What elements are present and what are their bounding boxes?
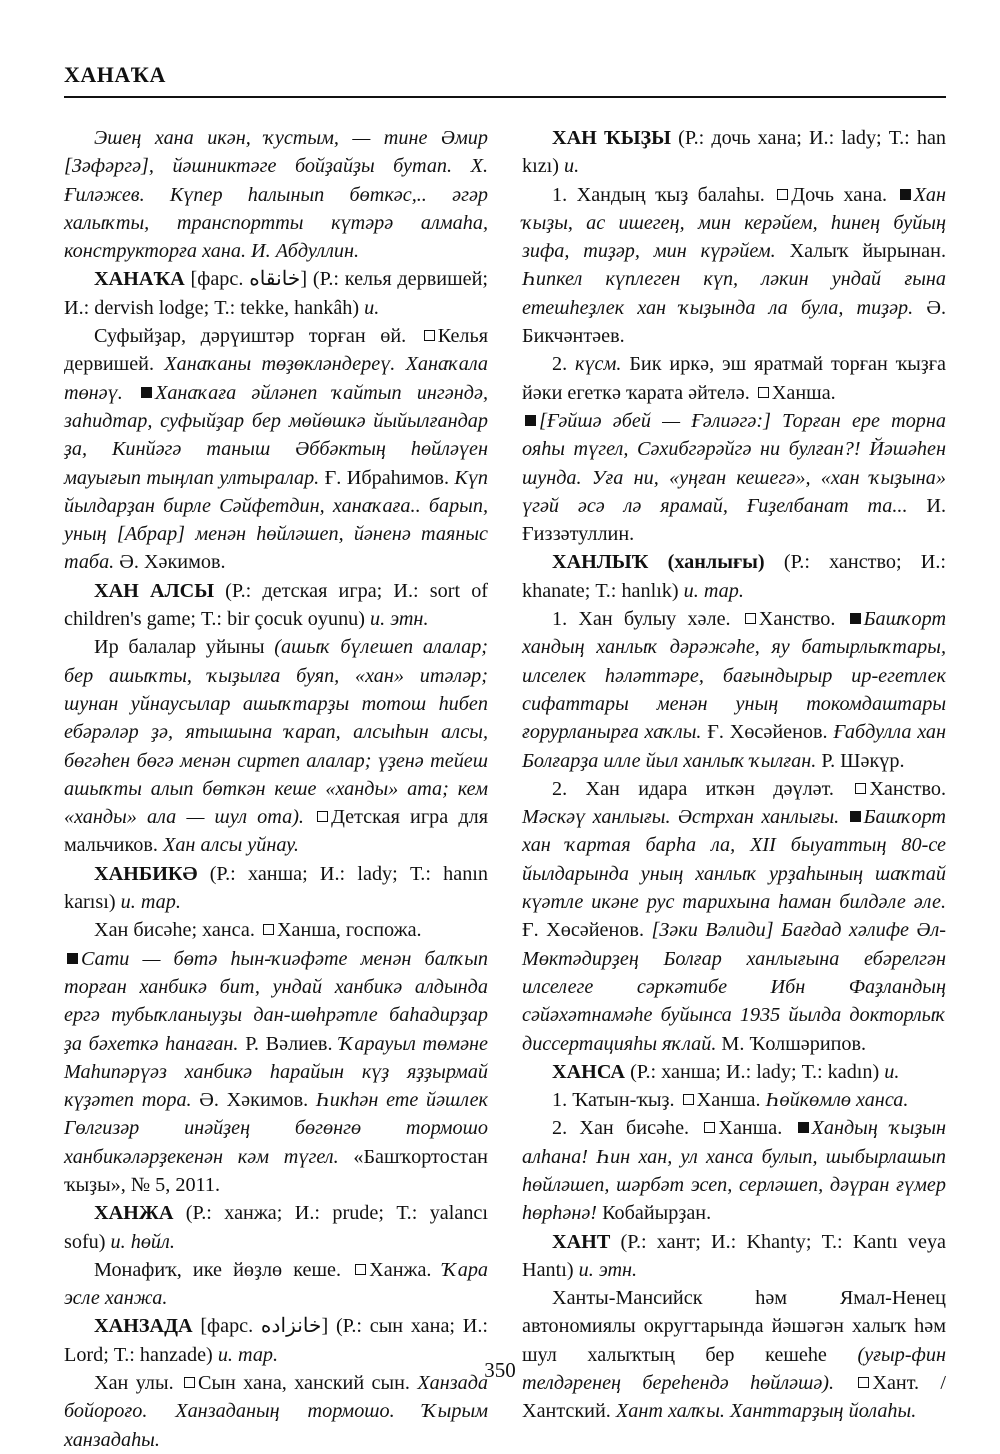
- headword: ХАН ҠЫҘЫ: [552, 127, 672, 149]
- sense-1: 1. Ҡатын-ҡыҙ. Ханша. Һөйкөмлө ханса.: [552, 1089, 909, 1112]
- translation-marker-icon: [745, 613, 756, 624]
- translation-marker-icon: [758, 387, 769, 398]
- example-marker-icon: [850, 811, 861, 822]
- headword: ХАНАҠА: [94, 268, 185, 291]
- translation-marker-icon: [683, 1094, 694, 1105]
- etymology: (Р.: ханша; И.: lady; Т.: hanın karısı): [64, 862, 489, 914]
- example-text: Эшең хана икән, ҡустым, — тине Әмир [Зәфәргә], йәшниктәге бойҙайҙы бутап. Х. Ғиләжев. Күпер һалынып бөткәс,.. әгәр халыҡты, транспортты күтәрә алмаһа, конструкторға хана. И. Абдуллин.: [64, 127, 488, 263]
- headword: ХАНТ: [552, 1230, 611, 1253]
- part-of-speech: и.: [884, 1060, 900, 1083]
- part-of-speech: и. тар.: [120, 891, 181, 914]
- etymology: (Р.: дочь хана; И.: lady; Т.: han kızı): [522, 127, 947, 178]
- part-of-speech: и.: [364, 296, 380, 319]
- sense-1: 1. Хан булыу хәле. Ханство. Башҡорт хандың ханлыҡ дәрәжәһе, яу батырлыҡтары, илселек һәләттәре, бағындырыр ир-егетлек сифаттары менән уның токомдаштары ғорурланырға хаҡлы. Ғ. Хөсәйенов. Ғабдулла хан Болғарҙа илле йыл ханлыҡ ҡылған. Р. Шәкүр.: [522, 608, 947, 772]
- definition: Хан улы. Сын хана, ханский сын. Ханзада бойороғо. Ханзаданың тормошо. Ҡырым ханзадаһы.: [64, 1372, 489, 1451]
- entry-khanlyk: [522, 548, 946, 605]
- etymology: [фарс. خانزاده] (Р.: сын хана; И.: Lord; Т.: hanzade): [64, 1315, 488, 1366]
- part-of-speech: и. этн.: [578, 1258, 638, 1281]
- entry-khanzha: [64, 1199, 488, 1256]
- entry-khansa: [522, 1058, 946, 1086]
- etymology: [фарс. خانقاه] (Р.: келья дервишей; И.: dervish lodge; Т.: tekke, hankâh): [64, 268, 488, 319]
- running-head: ХАНАҠА: [64, 62, 166, 87]
- entry-khan-alsy: [64, 577, 488, 634]
- example-marker-icon: [141, 387, 152, 398]
- etymology: (Р.: ханша; И.: lady; Т.: kadın): [630, 1060, 880, 1083]
- headword: ХАНСА: [552, 1060, 626, 1083]
- right-column: [522, 124, 946, 1426]
- entry-khanaka: [64, 265, 488, 322]
- part-of-speech: и. этн.: [370, 608, 429, 631]
- etymology: (Р.: детская игра; И.: sort of children's game; Т.: bir çocuk oyunu): [64, 579, 489, 631]
- translation-marker-icon: [855, 783, 866, 794]
- sense-2: 2. Хан идара иткән дәүләт. Ханство. Мәскәү ханлығы. Әстрхан ханлығы. Башҡорт хан ҡартая барһа ла, XII быуаттың 80-се йылдарында уның ханлыҡ урҙаһының шаҡтай күәтле икәне рус тарихына һаман билдәле әле. Ғ. Хөсәйенов. [Зәки Вәлиди] Бағдад хәлифе Әл-Мөктәдирҙең Болғар ханлығына ебәрелгән илселеге сәркәтибе Ибн Фаҙландың сәйәхәтнамәһе буйынса 1935 йылда докторлыҡ диссертацияһы яҡлай. М. Ҡолшәрипов.: [522, 777, 947, 1055]
- definition: Хан бисәһе; ханса. Ханша, госпожа.: [94, 919, 422, 942]
- definition: Ир балалар уйыны (ашыҡ бүлешеп алалар; бер ашыҡты, ҡыҙылға буяп, «хан» итәләр; шунан уйнаусылар ашыҡтарҙы тотош һибеп ебәрәләр ҙә, ятышына ҡарап, алсыһын алсы, бөгәһен бөгә менән сиртеп алалар; үҙенә тейеш ашыҡты алып бөткән кеше «ханды» ата; кем «ханды» ала — шул ота). Детская игра для мальчиков. Хан алсы уйнау.: [64, 636, 489, 857]
- example-marker-icon: [67, 953, 78, 964]
- example-marker-icon: [525, 415, 536, 426]
- headword: ХАНЖА: [94, 1202, 174, 1225]
- entry-khanbike: [64, 860, 488, 917]
- translation-marker-icon: [317, 811, 328, 822]
- example-marker-icon: [798, 1122, 809, 1133]
- example-marker-icon: [900, 189, 911, 200]
- translation-marker-icon: [355, 1264, 366, 1275]
- left-column: [64, 124, 488, 1454]
- headword: ХАНБИКӘ: [94, 862, 198, 885]
- sense-2: 2. Хан бисәһе. Ханша. Хандың ҡыҙын алһана! Һин хан, ул ханса булып, шыбырлашып һөйләшеп, шәрбәт эсеп, серләшеп, дәүран ғүмер һөрһәнә! Кобайырҙан.: [522, 1117, 947, 1225]
- headword: ХАНЗАДА: [94, 1315, 193, 1338]
- etymology: (Р.: ханство; И.: khanate; Т.: hanlık): [522, 551, 946, 602]
- examples: Сати — бөтә һын-ҡиәфәте менән балҡып торған ханбикә бит, ундай ханбикә алдында ергә тубыҡланыуҙы дан-шөһрәтле баһадирҙар ҙа бәхеткә һанаған. Р. Вәлиев. Ҡарауыл төмәне Маһипәрүәз ханбикә һарайын күҙ яҙҙырмай күҙәтеп тора. Ә. Хәкимов. Һикһән ете йәшлек Гөлгизәр инәйҙең бөгөнгө тормошо ханбикәләрҙекенән кәм түгел. «Башҡортостан ҡыҙы», № 5, 2011.: [64, 947, 489, 1196]
- part-of-speech: и. тар.: [217, 1343, 279, 1366]
- examples: [Ғәйшә әбей — Ғәлиәгә:] Торған ере торна ояһы түгел, Сәхибгәрәйгә ни булған?! Йәшәһен шунда. Уға ни, «уңған кешегә», «хан ҡыҙына» үгәй әсә лә ярамай, Ғиҙелбанат та... И. Ғиззәтуллин.: [522, 409, 946, 546]
- etymology: (Р.: хант; И.: Khanty; Т.: Kantı veya Hantı): [522, 1230, 946, 1281]
- page-number: 350: [484, 1358, 516, 1382]
- part-of-speech: и. тар.: [683, 579, 744, 602]
- translation-marker-icon: [263, 924, 274, 935]
- translation-marker-icon: [424, 330, 435, 341]
- sense-2: 2. күсм. Бик иркә, эш яратмай торған ҡыҙға йәки егеткә ҡарата әйтелә. Ханша.: [522, 353, 946, 404]
- definition: Монафиҡ, ике йөҙлө кеше. Ханжа. Ҡара эсле ханжа.: [64, 1258, 489, 1310]
- translation-marker-icon: [777, 189, 788, 200]
- entry-continuation: [64, 124, 488, 265]
- headword: ХАНЛЫҠ (ханлығы): [552, 551, 765, 574]
- headword: ХАН АЛСЫ: [94, 579, 215, 602]
- header-rule: [64, 96, 946, 98]
- definition: Ханты-Мансийск һәм Ямал-Ненец автономиялы округтарында йәшәгән халыҡ һәм шул халыҡтың бер кешеһе (уғыр-фин телдәренең береһендә һөйләшә). Хант. / Хантский. Хант халҡы. Ханттарҙың йолаһы.: [522, 1287, 946, 1423]
- entry-khan-kyzy: [522, 124, 946, 181]
- translation-marker-icon: [704, 1122, 715, 1133]
- part-of-speech: и. һөйл.: [110, 1230, 175, 1253]
- example-marker-icon: [850, 613, 861, 624]
- etymology: (Р.: ханжа; И.: prude; Т.: yalancı sofu): [64, 1202, 488, 1253]
- sense-1: 1. Хандың ҡыҙ балаһы. Дочь хана. Хан ҡыҙы, ас ишегең, мин керәйем, һинең буйың зифа, тиҙәр, мин күрәйем. Халыҡ йырынан. Һипкел күплеген күп, ләкин ундай ғына етешһеҙлек хан ҡыҙында ла була, тиҙәр. Ә. Бикчәнтәев.: [522, 183, 947, 348]
- definition: Суфыйҙар, дәрүиштәр торған өй. Келья дервишей. Ханаҡаны төҙөкләндереү. Ханаҡала төнәү. Ханаҡаға әйләнеп ҡайтып ингәндә, заһидтар, суфыйҙар бер мөйөшкә йыйылғандар ҙа, Кинйәгә таныш Әббәктың һөйләүен мауығып тыңлап ултыралар. Ғ. Ибраһимов. Күп йылдарҙан бирле Сәйфетдин, ханаҡаға.. барып, уның [Абрар] менән һөйләшеп, йәненә таяныс таба. Ә. Хәкимов.: [64, 325, 489, 574]
- part-of-speech: и.: [564, 155, 580, 178]
- entry-khant: [522, 1228, 946, 1285]
